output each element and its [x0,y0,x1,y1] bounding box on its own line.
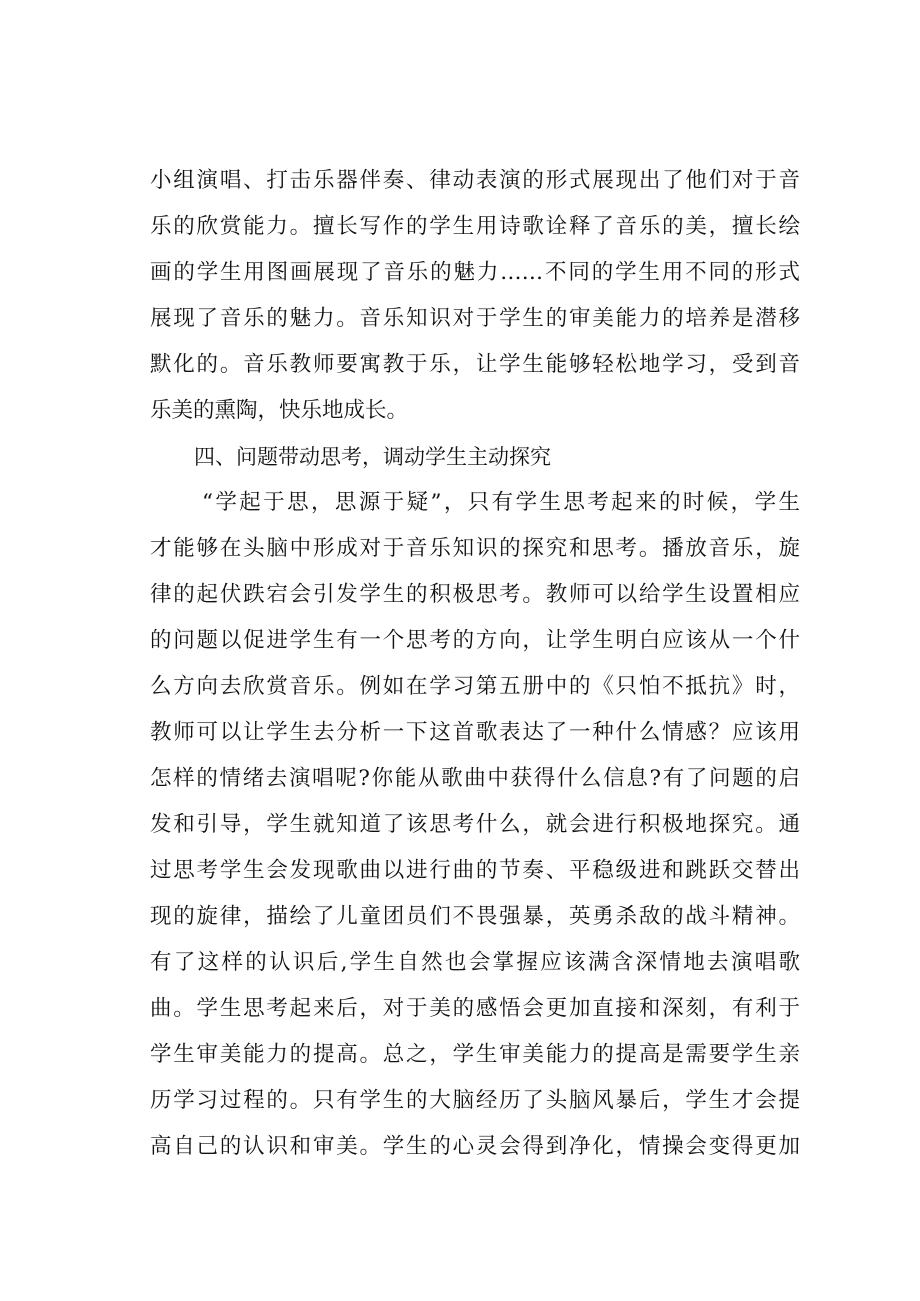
document-body [150,158,800,1170]
paragraph-continued [150,158,800,434]
text-line: 有了这样的认识后,学生自然也会掌握应该满含深情地去演唱歌 [150,950,800,975]
section-heading: 四、问题带动思考，调动学生主动探究 [194,445,551,469]
text-line: 怎样的情绪去演唱呢?你能从歌曲中获得什么信息?有了问题的启 [150,766,800,791]
text-line: 发和引导，学生就知道了该思考什么，就会进行积极地探究。通 [150,812,800,837]
text-line: 教师可以让学生去分析一下这首歌表达了一种什么情感？应该用 [150,720,800,745]
paragraph-questions [150,480,800,1170]
text-line: 学生审美能力的提高。总之，学生审美能力的提高是需要学生亲 [150,1042,800,1067]
text-line: 曲。学生思考起来后，对于美的感悟会更加直接和深刻，有利于 [150,996,800,1021]
text-line: 小组演唱、打击乐器伴奏、律动表演的形式展现出了他们对于音 [150,168,800,193]
text-line: 的问题以促进学生有一个思考的方向，让学生明白应该从一个什 [150,628,800,653]
text-line: 画的学生用图画展现了音乐的魅力……不同的学生用不同的形式 [150,260,800,285]
text-line: 默化的。音乐教师要寓教于乐，让学生能够轻松地学习，受到音 [150,352,800,377]
text-line: 乐美的熏陶，快乐地成长。 [150,398,409,423]
text-line: 律的起伏跌宕会引发学生的积极思考。教师可以给学生设置相应 [150,582,800,607]
text-line: 现的旋律，描绘了儿童团员们不畏强暴，英勇杀敌的战斗精神。 [150,904,800,929]
text-line: “学起于思，思源于疑”，只有学生思考起来的时候，学生 [202,490,800,515]
text-line: 才能够在头脑中形成对于音乐知识的探究和思考。播放音乐，旋 [150,536,800,561]
text-line: 么方向去欣赏音乐。例如在学习第五册中的《只怕不抵抗》时， [150,674,800,699]
text-line: 高自己的认识和审美。学生的心灵会得到净化，情操会变得更加 [150,1134,800,1159]
text-line: 乐的欣赏能力。擅长写作的学生用诗歌诠释了音乐的美，擅长绘 [150,214,800,239]
text-line: 过思考学生会发现歌曲以进行曲的节奏、平稳级进和跳跃交替出 [150,858,800,883]
text-line: 历学习过程的。只有学生的大脑经历了头脑风暴后，学生才会提 [150,1088,800,1113]
text-line: 展现了音乐的魅力。音乐知识对于学生的审美能力的培养是潜移 [150,306,800,331]
